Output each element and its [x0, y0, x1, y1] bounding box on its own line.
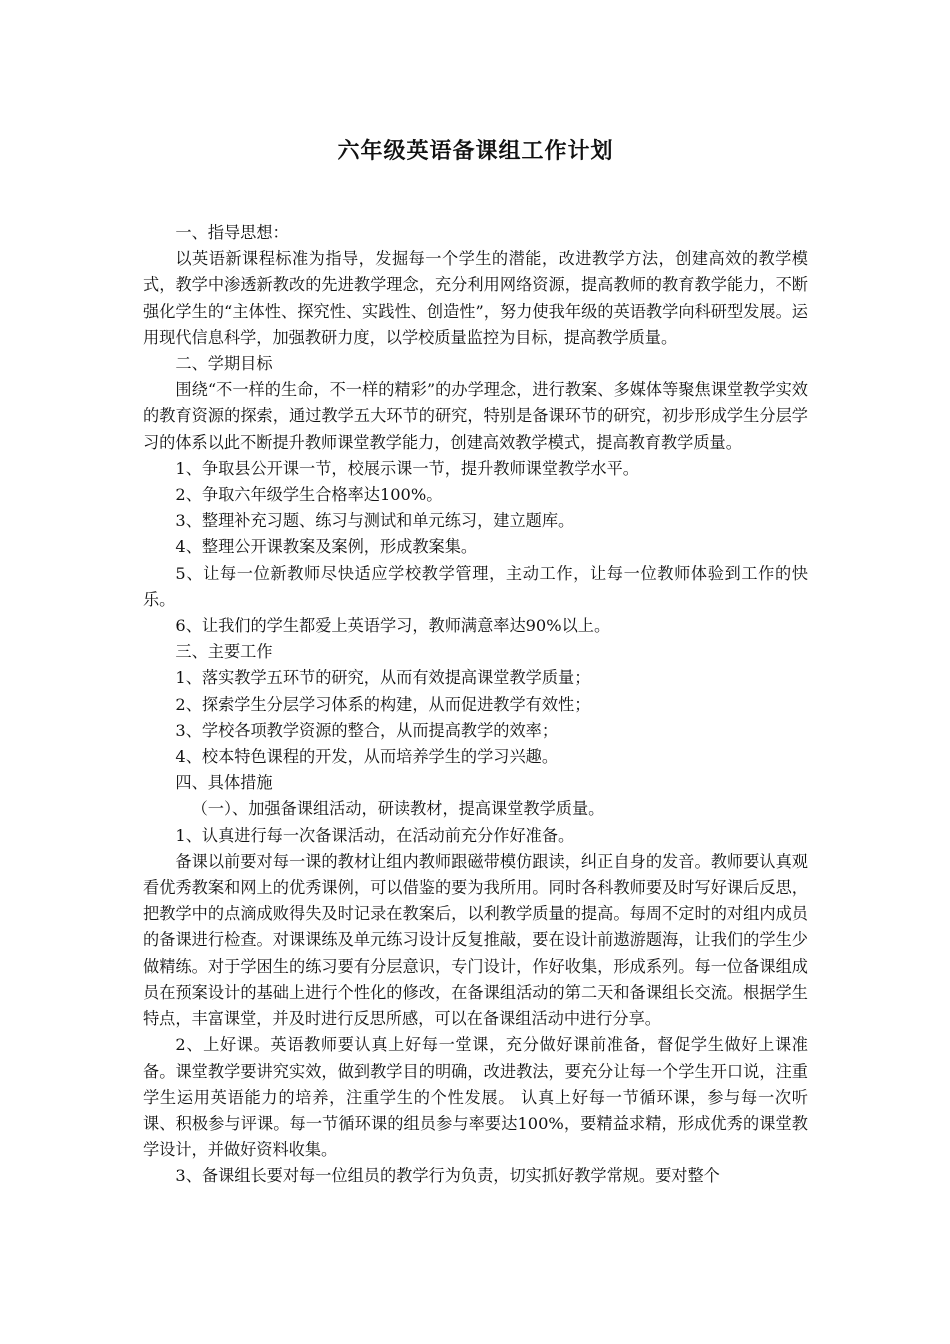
- document-body: [143, 220, 808, 1190]
- goal-item-6: 6、让我们的学生都爱上英语学习，教师满意率达90%以上。: [175, 616, 611, 636]
- goal-item-4: 4、整理公开课教案及案例，形成教案集。: [175, 537, 478, 557]
- section-heading-main-work: 三、主要工作: [175, 642, 273, 662]
- document-title: 六年级英语备课组工作计划: [337, 138, 614, 164]
- goal-item-2: 2、争取六年级学生合格率达100%。: [175, 485, 443, 505]
- work-item-2: 2、探索学生分层学习体系的构建，从而促进教学有效性；: [175, 694, 591, 714]
- section-heading-semester-goals: 二、学期目标: [175, 354, 273, 374]
- section-heading-measures: 四、具体措施: [175, 773, 273, 793]
- paragraph-semester-goals: 围绕“不一样的生命，不一样的精彩”的办学理念，进行教案、多媒体等聚焦课堂教学实效的教育资源的探索，通过教学五大环节的研究，特别是备课环节的研究，初步形成学生分层学习的体系以此不断提升教师课堂教学能力，创建高效教学模式，提高教育教学质量。: [143, 380, 808, 452]
- work-item-4: 4、校本特色课程的开发，从而培养学生的学习兴趣。: [175, 747, 559, 767]
- goal-item-5: 5、让每一位新教师尽快适应学校教学管理，主动工作，让每一位教师体验到工作的快乐。: [143, 563, 808, 609]
- subsection-heading-1: （一）、加强备课组活动，研读教材，提高课堂教学质量。: [191, 799, 605, 819]
- goal-item-3: 3、整理补充习题、练习与测试和单元练习，建立题库。: [175, 511, 575, 531]
- measure-item-3: 3、备课组长要对每一位组员的教学行为负责，切实抓好教学常规。要对整个: [175, 1166, 720, 1186]
- measure-item-1: 1、认真进行每一次备课活动，在活动前充分作好准备。: [175, 825, 575, 845]
- paragraph-lesson-preparation: 备课以前要对每一课的教材让组内教师跟磁带模仿跟读，纠正自身的发音。教师要认真观看优秀教案和网上的优秀课例，可以借鉴的要为我所用。同时各科教师要及时写好课后反思，把教学中的点滴成败得失及时记录在教案后，以利教学质量的提高。每周不定时的对组内成员的备课进行检查。对课课练及单元练习设计反复推敲，要在设计前遨游题海，让我们的学生少做精练。对于学困生的练习要有分层意识，专门设计，作好收集，形成系列。每一位备课组成员在预案设计的基础上进行个性化的修改，在备课组活动的第二天和备课组长交流。根据学生特点，丰富课堂，并及时进行反思所感，可以在备课组活动中进行分享。: [143, 851, 808, 1029]
- measure-item-2: 2、上好课。英语教师要认真上好每一堂课，充分做好课前准备，督促学生做好上课准备。课堂教学要讲究实效，做到教学目的明确，改进教法，要充分让每一个学生开口说，注重学生运用英语能力的培养，注重学生的个性发展。 认真上好每一节循环课，参与每一次听课、积极参与评课。每一节循环课的组员参与率要达100%，要精益求精，形成优秀的课堂教学设计，并做好资料收集。: [143, 1035, 808, 1160]
- work-item-1: 1、落实教学五环节的研究，从而有效提高课堂教学质量；: [175, 668, 591, 688]
- paragraph-guiding-ideology: 以英语新课程标准为指导，发掘每一个学生的潜能，改进教学方法，创建高效的教学模式，教学中渗透新教改的先进教学理念，充分利用网络资源，提高教师的教育教学能力，不断强化学生的“主体性、探究性、实践性、创造性”，努力使我年级的英语教学向科研型发展。运用现代信息科学，加强教研力度，以学校质量监控为目标，提高教学质量。: [143, 249, 808, 347]
- section-heading-guiding-ideology: 一、指导思想：: [175, 223, 289, 242]
- work-item-3: 3、学校各项教学资源的整合，从而提高教学的效率；: [175, 720, 559, 740]
- goal-item-1: 1、争取县公开课一节，校展示课一节，提升教师课堂教学水平。: [175, 458, 639, 478]
